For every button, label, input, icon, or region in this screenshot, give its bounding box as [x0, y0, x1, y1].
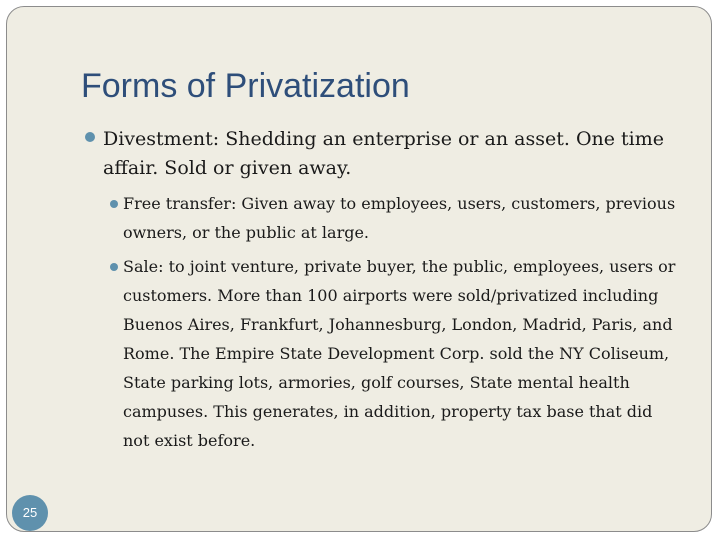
bullet-divestment: Divestment: Shedding an enterprise or an asset. One time affair. Sold or given away.: [103, 128, 665, 179]
sub-bullet-icon: [110, 200, 118, 208]
slide-body: [7, 7, 713, 533]
slide: [6, 6, 712, 532]
sub-bullet-icon: [110, 263, 118, 271]
slide-number-badge: 25: [12, 495, 48, 531]
sub-bullet-free-transfer: Free transfer: Given away to employees, users, customers, previous owners, or the public at large.: [123, 194, 676, 242]
sub-bullet-sale: Sale: to joint venture, private buyer, the public, employees, users or customers. More than 100 airports were sold/privatized including Buenos Aires, Frankfurt, Johannesburg, London, Madrid, Paris, and Rome. The Empire State Development Corp. sold the NY Coliseum, State parking lots, armories, golf courses, State mental health campuses. This generates, in addition, property tax base that did not exist before.: [123, 257, 676, 450]
slide-title: Forms of Privatization: [81, 67, 410, 105]
bullet-icon: [85, 132, 95, 142]
